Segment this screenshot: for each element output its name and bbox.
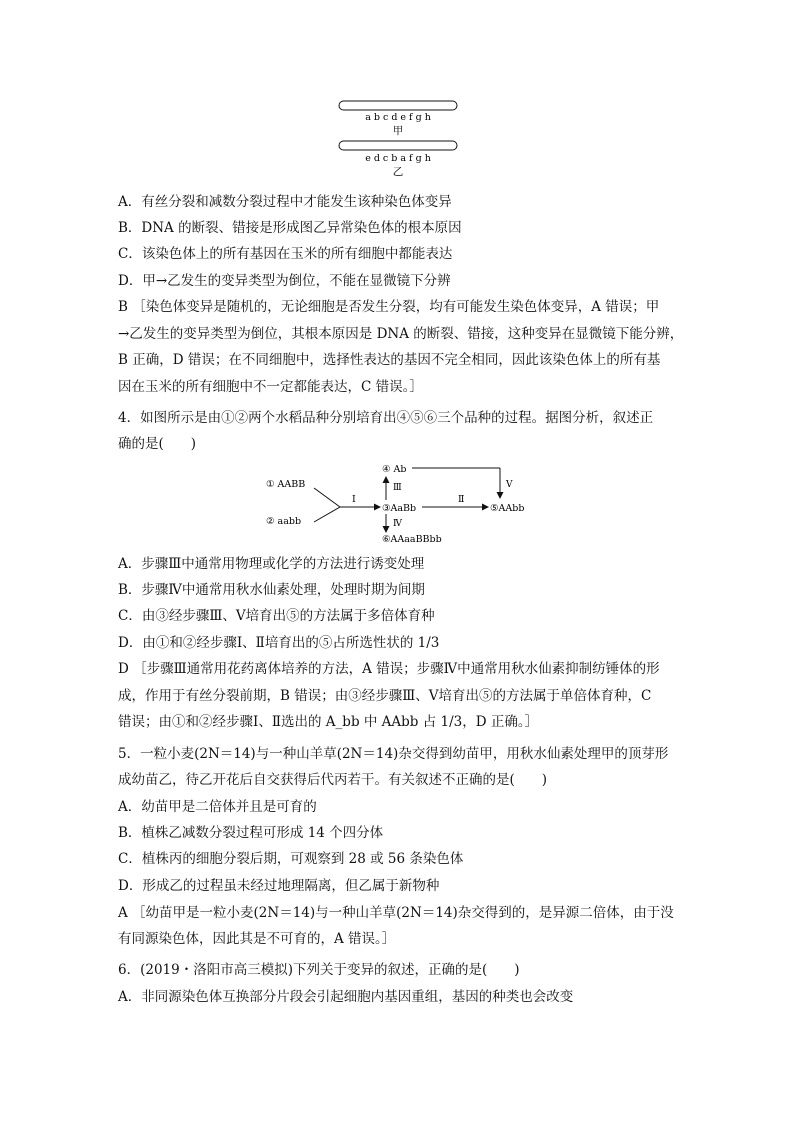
q5-stem-line-1: 5．一粒小麦(2N＝14)与一种山羊草(2N＝14)杂交得到幼苗甲，用秋水仙素处理甲的顶芽形 xyxy=(118,746,669,762)
q4-stem-line-2: 确的是( ) xyxy=(118,436,197,452)
q6-option-a: A．非同源染色体互换部分片段会引起细胞内基因重组，基因的种类也会改变 xyxy=(118,989,574,1005)
yi-genes: e d c b a f g h xyxy=(365,153,431,164)
node-6: ⑥AAaaBBbb xyxy=(382,534,442,544)
q3-option-c: C．该染色体上的所有基因在玉米的所有细胞中都能表达 xyxy=(118,246,453,262)
merge-line-top xyxy=(314,488,340,507)
q5-answer-line-2: 有同源染色体，因此其是不可育的，A 错误。］ xyxy=(118,931,396,947)
jia-genes: a b c d e f g h xyxy=(365,112,431,123)
node-4: ④ Ab xyxy=(382,464,407,475)
chromosome-figure xyxy=(330,96,470,178)
q4-option-c: C．由③经步骤Ⅲ、Ⅴ培育出⑤的方法属于多倍体育种 xyxy=(118,608,435,624)
q3-option-d: D．甲→乙发生的变异类型为倒位，不能在显微镜下分辨 xyxy=(118,273,451,289)
step-2-label: Ⅱ xyxy=(458,494,465,505)
q3-answer-line-1: B ［染色体变异是随机的，无论细胞是否发生分裂，均有可能发生染色体变异，A 错误；甲 xyxy=(118,299,660,315)
q5-stem-line-2: 成幼苗乙，待乙开花后自交获得后代丙若干。有关叙述不正确的是( ) xyxy=(118,772,548,788)
step-4-label: Ⅳ xyxy=(393,519,402,529)
q4-option-b: B．步骤Ⅳ中通常用秋水仙素处理，处理时期为间期 xyxy=(118,582,425,598)
q5-option-d: D．形成乙的过程虽未经过地理隔离，但乙属于新物种 xyxy=(118,878,440,894)
step-3-label: Ⅲ xyxy=(393,483,402,493)
q4-answer-line-3: 错误；由①和②经步骤Ⅰ、Ⅱ选出的 A_bb 中 AAbb 占 1/3，D 正确。］ xyxy=(118,714,539,730)
q5-option-b: B．植株乙减数分裂过程可形成 14 个四分体 xyxy=(118,825,384,841)
step-5-label: Ⅴ xyxy=(506,480,513,490)
chromosome-yi xyxy=(339,141,457,150)
merge-line-bottom xyxy=(314,507,340,522)
q3-option-a: A．有丝分裂和减数分裂过程中才能发生该种染色体变异 xyxy=(118,194,452,210)
q3-answer-line-4: 因在玉米的所有细胞中不一定都能表达，C 错误。］ xyxy=(118,379,423,395)
q4-stem-line-1: 4．如图所示是由①②两个水稻品种分别培育出④⑤⑥三个品种的过程。据图分析，叙述正 xyxy=(118,410,654,426)
q4-option-d: D．由①和②经步骤Ⅰ、Ⅱ培育出的⑤占所选性状的 1/3 xyxy=(118,635,440,651)
q5-option-c: C．植株丙的细胞分裂后期，可观察到 28 或 56 条染色体 xyxy=(118,851,464,867)
node-5: ⑤AAbb xyxy=(490,503,525,514)
q3-option-b: B．DNA 的断裂、错接是形成图乙异常染色体的根本原因 xyxy=(118,220,462,236)
q4-answer-line-2: 成，作用于有丝分裂前期，B 错误；由③经步骤Ⅲ、Ⅴ培育出⑤的方法属于单倍体育种，C xyxy=(118,688,652,704)
chromosome-jia xyxy=(339,101,457,110)
node-1: ① AABB xyxy=(266,479,306,490)
yi-label: 乙 xyxy=(392,166,404,178)
breeding-diagram xyxy=(262,460,552,544)
node-2: ② aabb xyxy=(266,516,302,527)
step-1-label: Ⅰ xyxy=(352,494,356,505)
q4-option-a: A．步骤Ⅲ中通常用物理或化学的方法进行诱变处理 xyxy=(118,556,425,572)
jia-label: 甲 xyxy=(392,125,404,137)
q3-answer-line-3: B 正确，D 错误；在不同细胞中，选择性表达的基因不完全相同，因此该染色体上的所有基 xyxy=(118,352,661,368)
q5-answer-line-1: A ［幼苗甲是一粒小麦(2N＝14)与一种山羊草(2N＝14)杂交得到的，是异源二倍体，由于没 xyxy=(118,905,674,921)
q6-stem-line-1: 6．(2019・洛阳市高三模拟)下列关于变异的叙述，正确的是( ) xyxy=(118,962,520,978)
q5-option-a: A．幼苗甲是二倍体并且是可育的 xyxy=(118,799,317,815)
q3-answer-line-2: →乙发生的变异类型为倒位，其根本原因是 DNA 的断裂、错接，这种变异在显微镜下能分辨， xyxy=(118,326,684,342)
node-3: ③AaBb xyxy=(382,503,417,514)
q4-answer-line-1: D ［步骤Ⅲ通常用花药离体培养的方法，A 错误；步骤Ⅳ中通常用秋水仙素抑制纺锤体的形 xyxy=(118,661,660,677)
